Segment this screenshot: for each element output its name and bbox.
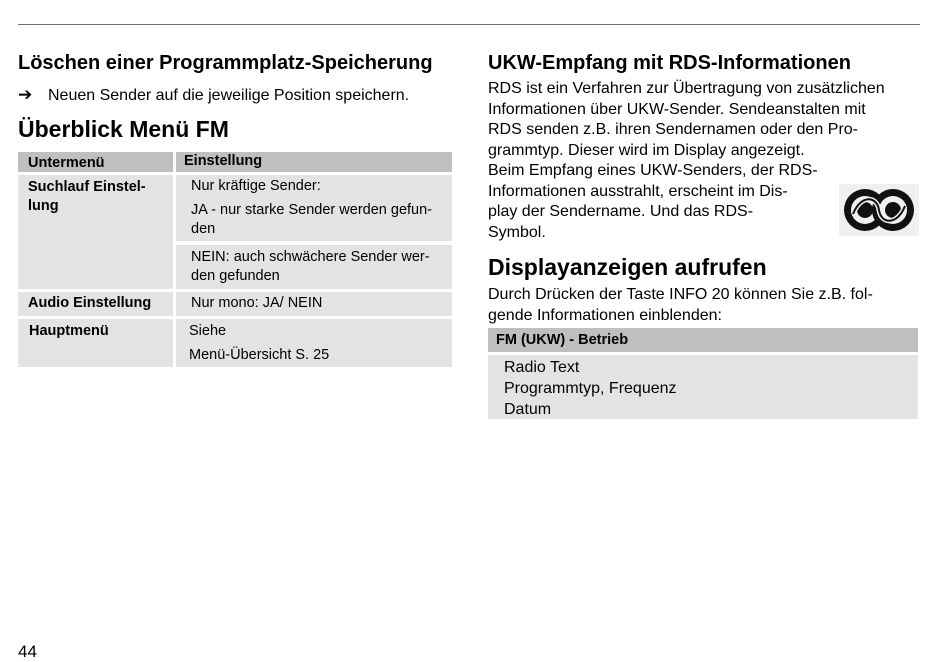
table-cell-search-weak: NEIN: auch schwächere Sender wer- den gefunden (176, 245, 452, 289)
page-number: 44 (18, 642, 37, 661)
section-title-delete-preset: Löschen einer Programmplatz-Speicherung (18, 52, 433, 74)
fm-info-table-header: FM (UKW) - Betrieb (488, 328, 918, 352)
list-item: Radio Text (504, 359, 580, 376)
fm-info-table-body (488, 355, 918, 419)
heading-display-info: Displayanzeigen aufrufen (488, 254, 767, 280)
heading-menu-overview: Überblick Menü FM (18, 116, 229, 142)
table-cell-main-menu: Siehe Menü-Übersicht S. 25 (176, 319, 452, 367)
section-title-rds: UKW-Empfang mit RDS-Informationen (488, 52, 851, 74)
top-rule (18, 24, 920, 25)
display-intro: Durch Drücken der Taste INFO 20 können Sie z.B. fol- gende Informationen einblenden: (488, 286, 873, 324)
list-item: Datum (504, 401, 552, 418)
fm-info-table (488, 328, 918, 419)
bullet-item (18, 85, 409, 105)
table-row-label-audio: Audio Einstellung (18, 292, 173, 316)
arrow-right-icon: ➔ (18, 85, 33, 104)
table-row-label-search: Suchlauf Einstel- lung (18, 175, 173, 289)
table-row-label-main-menu: Hauptmenü (18, 319, 173, 367)
table-cell-search-strong: Nur kräftige Sender: JA - nur starke Sender werden gefun- den (176, 175, 452, 241)
table-header-setting: Einstellung (176, 152, 452, 172)
table-cell-audio: Nur mono: JA/ NEIN (176, 292, 452, 316)
list-item: Programmtyp, Frequenz (504, 380, 677, 397)
rds-paragraph: RDS ist ein Verfahren zur Übertragung von zusätzlichen Informationen über UKW-Sender. Sendeanstalten mit RDS senden z.B. ihren Sendernamen oder den Pro- grammtyp. Dieser wird im Display angezeigt. Beim Empfang eines UKW-Senders, der RDS- Informationen ausstrahlt, erscheint im Dis- play der Sendername. Und das RDS- Symbol. (488, 80, 885, 241)
table-header-submenu: Untermenü (18, 152, 173, 172)
bullet-text: Neuen Sender auf die jeweilige Position speichern. (48, 87, 410, 104)
rds-symbol-icon (839, 184, 919, 236)
